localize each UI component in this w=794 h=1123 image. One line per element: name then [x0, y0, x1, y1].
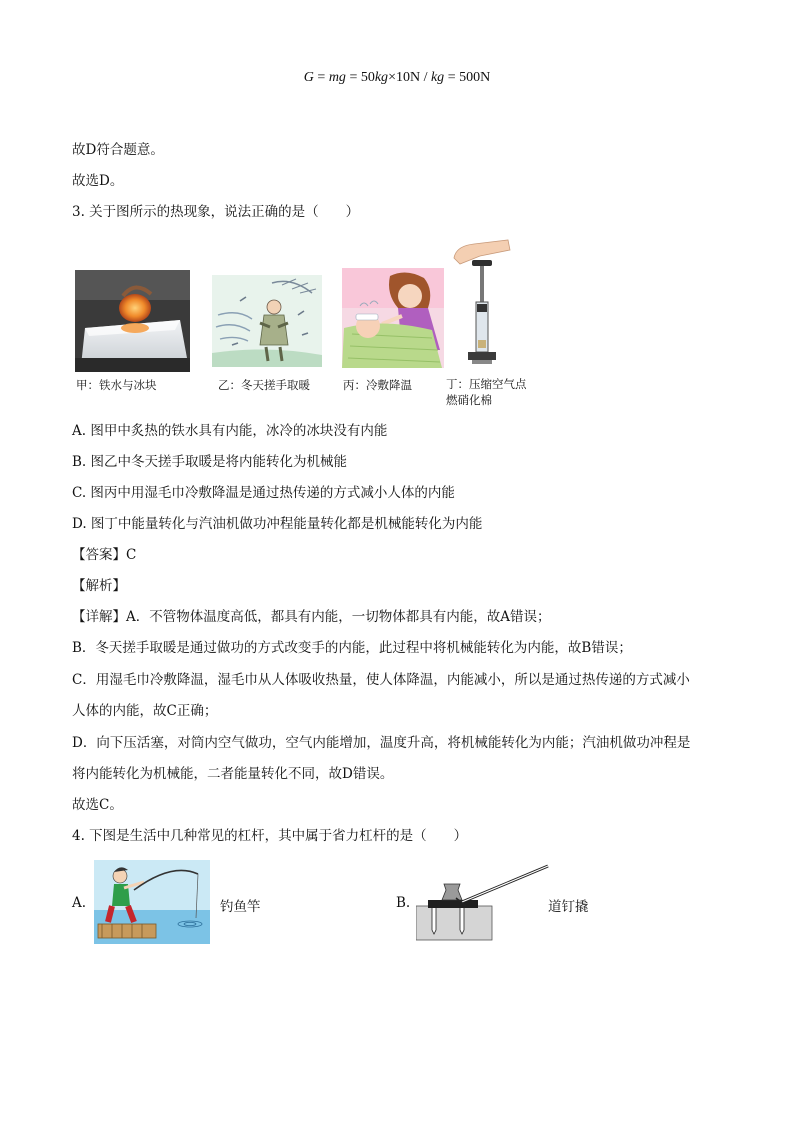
weight-formula [0, 70, 794, 86]
formula-unit-kg: kg [374, 70, 389, 85]
formula-unit-kg: kg [430, 70, 445, 85]
q4-option-b-letter: B. [396, 895, 411, 911]
q3-option-a: A. 图甲中炙热的铁水具有内能，冰冷的冰块没有内能 [72, 423, 388, 439]
q3-option-b: B. 图乙中冬天搓手取暖是将内能转化为机械能 [72, 454, 348, 470]
formula-mass-value: 50 [360, 70, 375, 85]
answer-label: 【答案】C [72, 547, 137, 563]
detail-d-line2: 将内能转化为机械能，二者能量转化不同，故D错误。 [72, 766, 394, 782]
molten-iron-image [75, 270, 190, 372]
q4-option-a-letter: A. [72, 895, 87, 911]
formula-equals: = [349, 70, 358, 85]
detail-c-line2: 人体的内能，故C正确； [72, 703, 218, 719]
q3-option-c: C. 图丙中用湿毛巾冷敷降温是通过热传递的方式减小人体的内能 [72, 485, 455, 501]
q3-option-d: D. 图丁中能量转化与汽油机做功冲程能量转化都是机械能转化为内能 [72, 516, 483, 532]
caption-bing: 丙：冷敷降温 [343, 378, 412, 392]
formula-equals: = [317, 70, 326, 85]
choose-d: 故选D。 [72, 173, 124, 189]
formula-equals: = [447, 70, 456, 85]
caption-ding-1: 丁：压缩空气点 [446, 377, 527, 391]
q4-option-a-label: 钓鱼竿 [220, 899, 261, 915]
formula-symbol-g: G [303, 70, 314, 85]
figure-rubbing-hands [212, 275, 322, 367]
detail-a: 【详解】A．不管物体温度高低，都具有内能，一切物体都具有内能，故A错误； [72, 609, 551, 625]
figure-air-compression [450, 236, 512, 368]
figure-spike-puller [416, 864, 552, 942]
cold-compress-image [342, 268, 444, 368]
figure-cold-compress [342, 268, 444, 368]
detail-c-line1: C．用湿毛巾冷敷降温，湿毛巾从人体吸收热量，使人体降温，内能减小，所以是通过热传递的方式减小 [72, 672, 690, 688]
question-3-stem: 3. 关于图所示的热现象，说法正确的是（ ） [72, 204, 360, 220]
formula-times: × [388, 70, 396, 85]
caption-ding-2: 燃硝化棉 [446, 393, 492, 407]
formula-g-value: 10N / [395, 70, 431, 85]
fishing-rod-image [94, 860, 210, 944]
figure-fishing-rod [94, 860, 210, 944]
figure-molten-iron-ice [75, 270, 190, 372]
rubbing-hands-image [212, 275, 322, 367]
formula-result: 500N [459, 70, 491, 85]
choose-c: 故选C。 [72, 797, 123, 813]
caption-jia: 甲：铁水与冰块 [76, 378, 157, 392]
detail-b: B．冬天搓手取暖是通过做功的方式改变手的内能，此过程中将机械能转化为内能，故B错误； [72, 640, 632, 656]
analysis-label: 【解析】 [72, 578, 126, 594]
q4-option-b-label: 道钉撬 [548, 899, 589, 915]
formula-mg: mg [328, 70, 346, 85]
question-4-stem: 4. 下图是生活中几种常见的杠杆，其中属于省力杠杆的是（ ） [72, 828, 468, 844]
air-compression-image [450, 236, 512, 368]
d-conclusion: 故D符合题意。 [72, 142, 164, 158]
detail-d-line1: D．向下压活塞，对筒内空气做功，空气内能增加，温度升高，将机械能转化为内能；汽油机做功冲程是 [72, 735, 691, 751]
spike-puller-image [416, 864, 552, 942]
caption-yi: 乙：冬天搓手取暖 [218, 378, 310, 392]
